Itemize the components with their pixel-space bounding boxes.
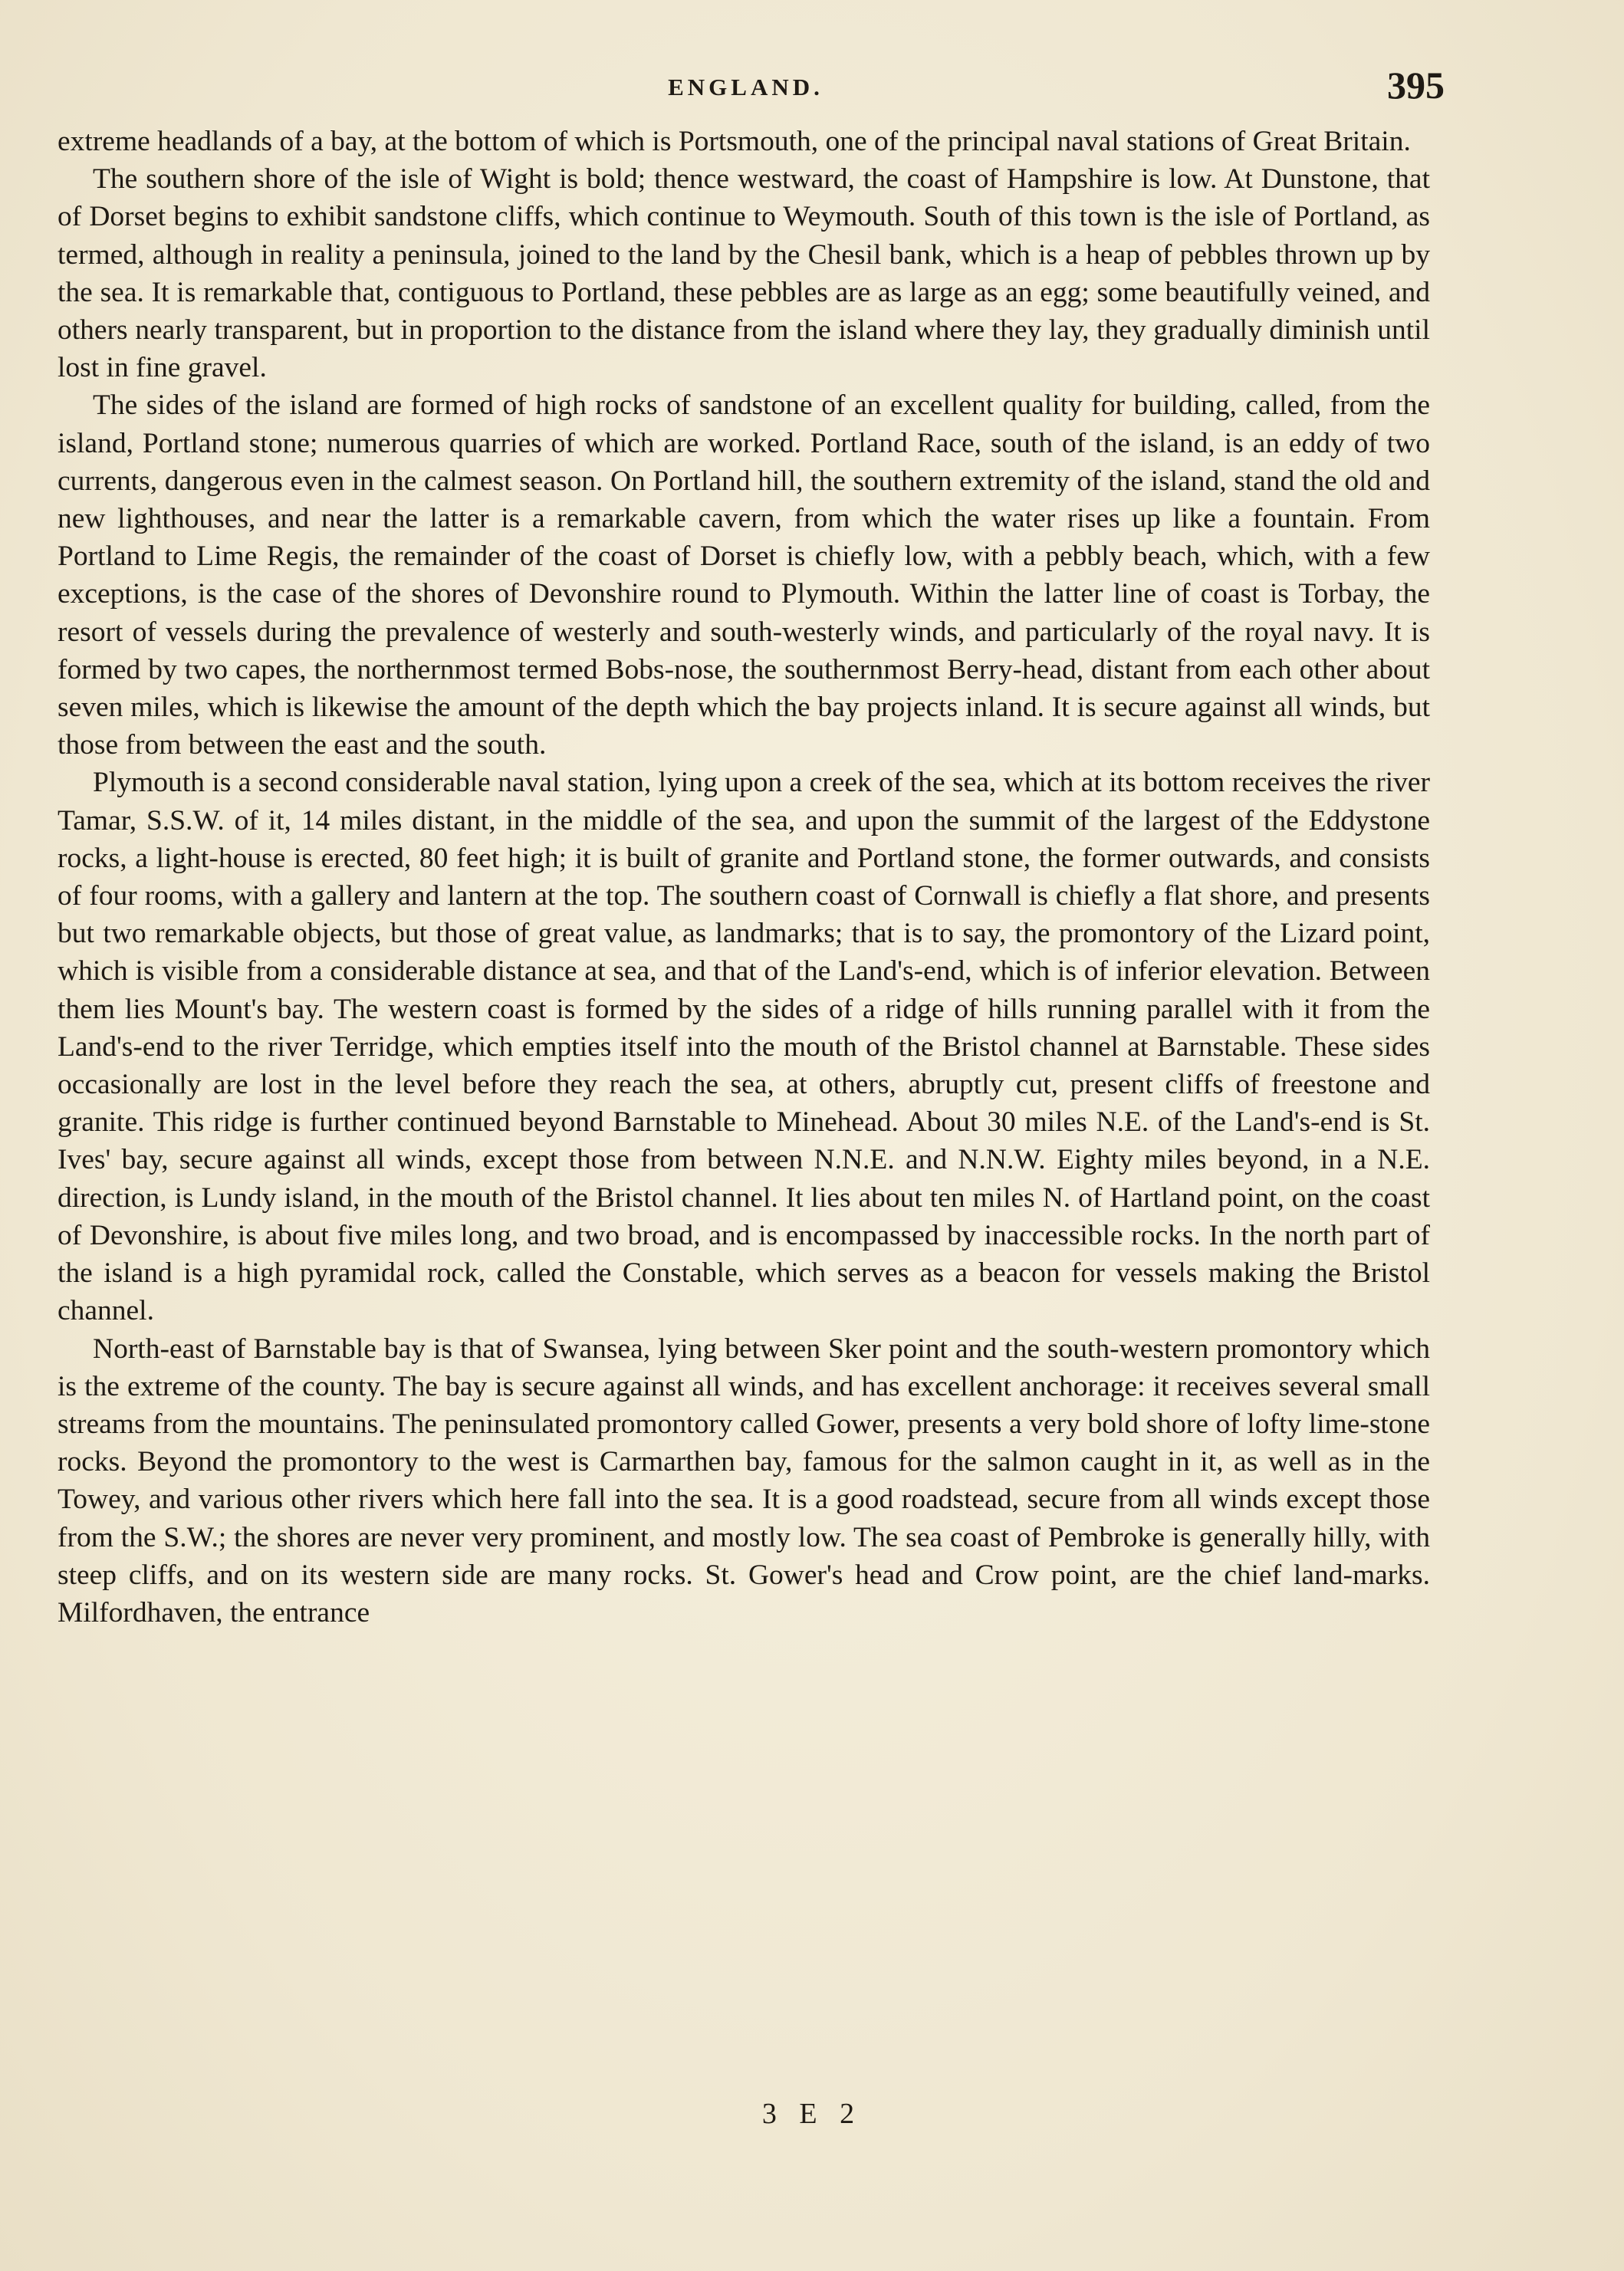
running-title: ENGLAND. bbox=[668, 74, 824, 100]
page-number: 395 bbox=[1387, 64, 1445, 107]
paragraph-swansea: North-east of Barnstable bay is that of Swansea, lying between Sker point and the south-western promontory which is the extreme of the county. The bay is secure against all winds, and has excellent anchorage: it receives several small streams from the mountains. The peninsulated promontory called Gower, presents a very bold shore of lofty lime-stone rocks. Beyond the promontory to the west is Carmarthen bay, famous for the salmon caught in it, as well as in the Towey, and various other rivers which here fall into the sea. It is a good roadstead, secure from all winds except those from the S.W.; the shores are never very prominent, and mostly low. The sea coast of Pembroke is generally hilly, with steep cliffs, and on its western side are many rocks. St. Gower's head and Crow point, are the chief land-marks. Milfordhaven, the entrance bbox=[58, 1333, 1430, 1628]
paragraph-continued: extreme headlands of a bay, at the bottom of which is Portsmouth, one of the principal naval stations of Great Britain. bbox=[58, 126, 1411, 157]
body-text bbox=[58, 123, 1430, 1632]
paragraph-plymouth: Plymouth is a second considerable naval station, lying upon a creek of the sea, which at its bottom receives the river Tamar, S.S.W. of it, 14 miles distant, in the middle of the sea, and upon the summit of the largest of the Eddystone rocks, a light-house is erected, 80 feet high; it is built of granite and Portland stone, the former outwards, and consists of four rooms, with a gallery and lantern at the top. The southern coast of Cornwall is chiefly a flat shore, and presents but two remarkable objects, but those of great value, as landmarks; that is to say, the promontory of the Lizard point, which is visible from a considerable distance at sea, and that of the Land's-end, which is of inferior elevation. Between them lies Mount's bay. The western coast is formed by the sides of a ridge of hills running parallel with it from the Land's-end to the river Terridge, which empties itself into the mouth of the Bristol channel at Barnstable. These sides occasionally are lost in the level before they reach the sea, at others, abruptly cut, present cliffs of freestone and granite. This ridge is further continued beyond Barnstable to Minehead. About 30 miles N.E. of the Land's-end is St. Ives' bay, secure against all winds, except those from between N.N.E. and N.N.W. Eighty miles beyond, in a N.E. direction, is Lundy island, in the mouth of the Bristol channel. It lies about ten miles N. of Hartland point, on the coast of Devonshire, is about five miles long, and two broad, and is encompassed by inaccessible rocks. In the north part of the island is a high pyramidal rock, called the Constable, which serves as a beacon for vessels making the Bristol channel. bbox=[58, 767, 1430, 1327]
signature-mark: 3 E 2 bbox=[761, 2098, 863, 2130]
paragraph-isle-of-wight: The southern shore of the isle of Wight is bold; thence westward, the coast of Hampshire is low. At Dunstone, that of Dorset begins to exhibit sandstone cliffs, which continue to Weymouth. South of this town is the isle of Portland, as termed, although in reality a peninsula, joined to the land by the Chesil bank, which is a heap of pebbles thrown up by the sea. It is remarkable that, contiguous to Portland, these pebbles are as large as an egg; some beautifully veined, and others nearly transparent, but in proportion to the distance from the island where they lay, they gradually diminish until lost in fine gravel. bbox=[58, 163, 1430, 384]
running-head bbox=[58, 63, 1445, 109]
paragraph-portland-stone: The sides of the island are formed of high rocks of sandstone of an excellent quality for building, called, from the island, Portland stone; numerous quarries of which are worked. Portland Race, south of the island, is an eddy of two currents, dangerous even in the calmest season. On Portland hill, the southern extremity of the island, stand the old and new lighthouses, and near the latter is a remarkable cavern, from which the water rises up like a fountain. From Portland to Lime Regis, the remainder of the coast of Dorset is chiefly low, with a pebbly beach, which, with a few exceptions, is the case of the shores of Devonshire round to Plymouth. Within the latter line of coast is Torbay, the resort of vessels during the prevalence of westerly and south-westerly winds, and particularly of the royal navy. It is formed by two capes, the northernmost termed Bobs-nose, the southernmost Berry-head, distant from each other about seven miles, which is likewise the amount of the depth which the bay projects inland. It is secure against all winds, but those from between the east and the south. bbox=[58, 389, 1430, 761]
